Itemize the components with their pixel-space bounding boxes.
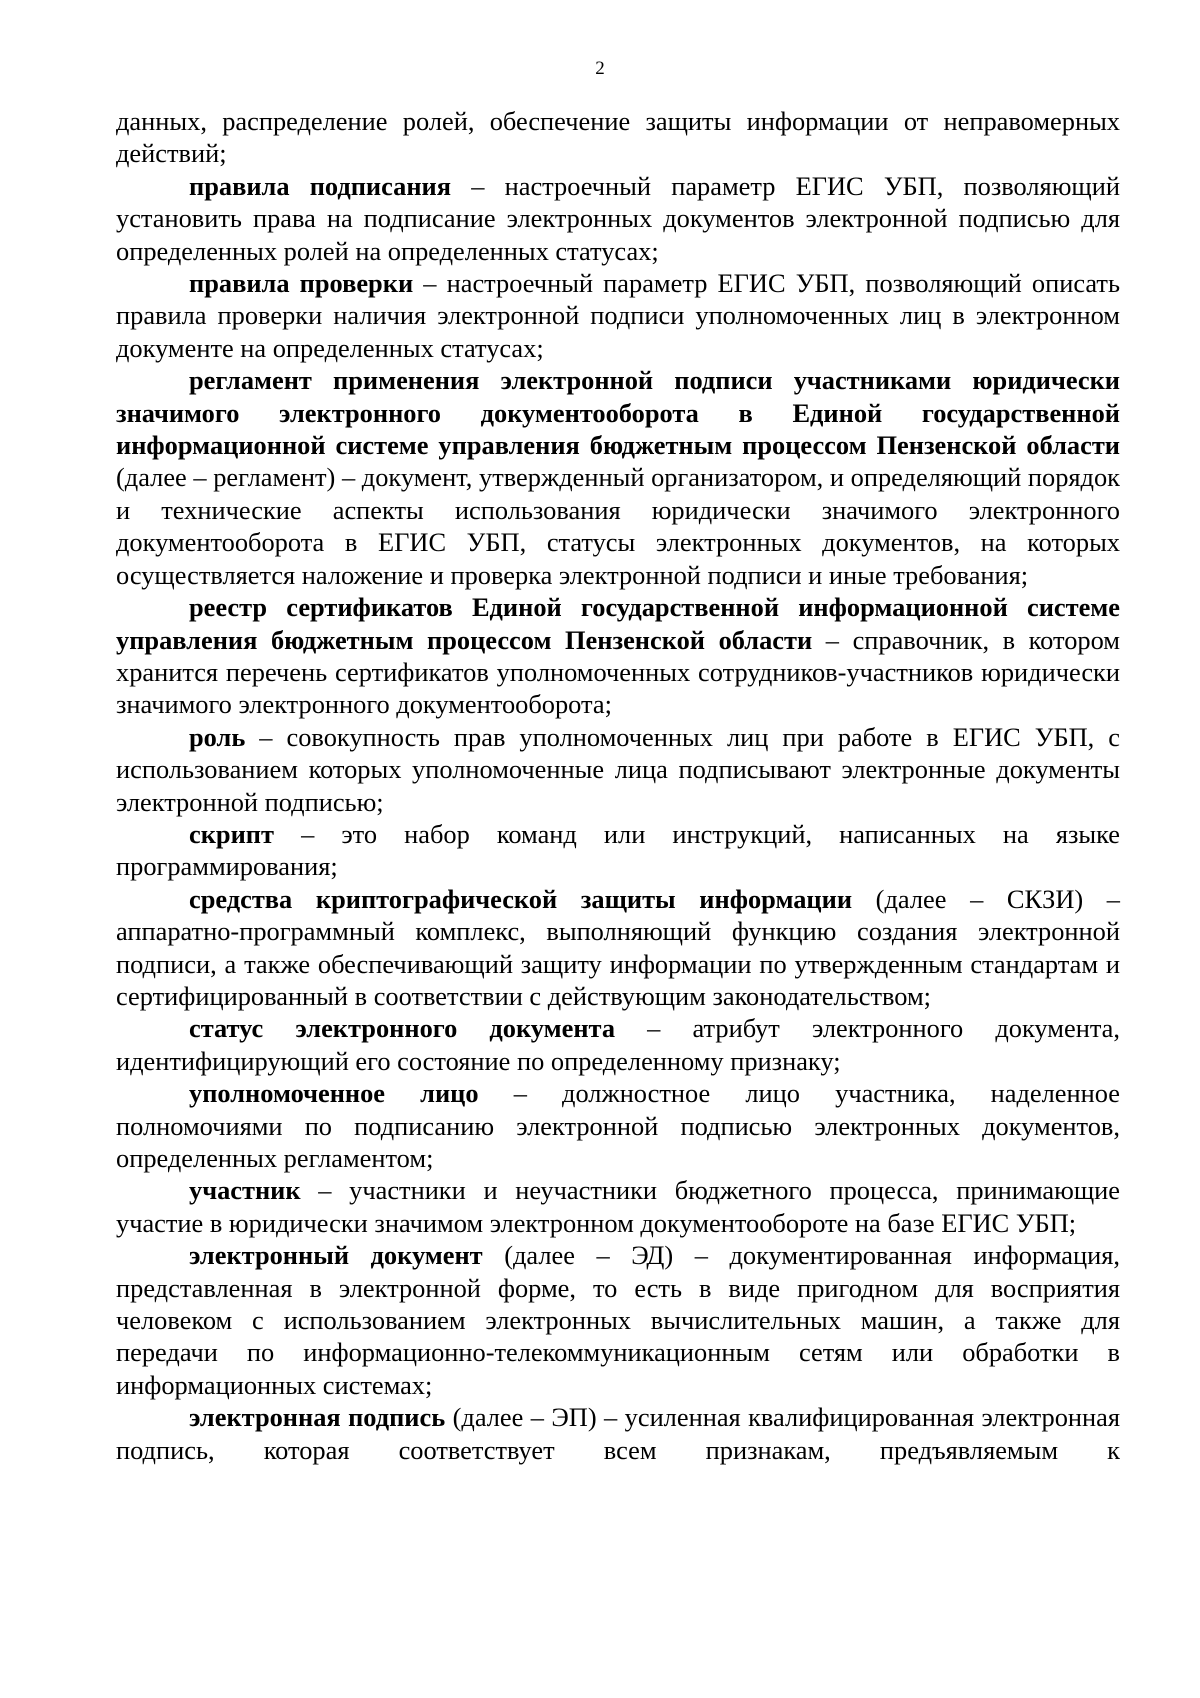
definition-role [116, 721, 1120, 818]
document-body [116, 105, 1120, 1466]
definition-text: – настроечный параметр ЕГИС УБП, позволяющий описать правила проверки наличия электронной подписи уполномоченных лиц в электронном документе на определенных статусах; [116, 268, 1121, 363]
definition-certificate-registry [116, 591, 1120, 721]
definition-term: электронный документ [189, 1240, 483, 1271]
definition-term: скрипт [189, 818, 274, 849]
definition-term: электронная подпись [189, 1402, 446, 1433]
definition-document-status [116, 1012, 1120, 1077]
definition-term: роль [189, 721, 246, 752]
definition-participant [116, 1174, 1120, 1239]
definition-text: (далее – ЭД) – документированная информация, представленная в электронной форме, то есть в виде пригодном для восприятия человеком с использованием электронных вычислительных машин, а также для передачи по информационно-телекоммуникационным сетям или обработки в информационных системах; [116, 1240, 1120, 1400]
definition-authorized-person [116, 1077, 1120, 1174]
definition-text: – это набор команд или инструкций, написанных на языке программирования; [116, 818, 1120, 882]
definition-skzi [116, 883, 1120, 1013]
definition-term: правила подписания [189, 170, 452, 201]
definition-term: уполномоченное лицо [189, 1078, 479, 1109]
definition-text: – справочник, в котором хранится перечень сертификатов уполномоченных сотрудников-участников юридически значимого электронного документооборота; [116, 624, 1120, 720]
paragraph-text: данных, распределение ролей, обеспечение защиты информации от неправомерных действий; [116, 106, 1120, 169]
definition-text: (далее – СКЗИ) – аппаратно-программный комплекс, выполняющий функцию создания электронной подписи, а также обеспечивающий защиту информации по утвержденным стандартам и сертифицированный в соответствии с действующим законодательством; [116, 883, 1120, 1011]
definition-text: – участники и неучастники бюджетного процесса, принимающие участие в юридически значимом электронном документообороте на базе ЕГИС УБП; [116, 1175, 1120, 1238]
definition-verification-rules [116, 267, 1120, 364]
definition-term: регламент применения электронной подписи участниками юридически значимого электронного документооборота в Единой государственной информационной системе управления бюджетным процессом Пензенской области [116, 365, 1120, 461]
definition-term: реестр сертификатов Единой государственной информационной системе управления бюджетным процессом Пензенской области [116, 592, 1120, 655]
definition-term: статус электронного документа [189, 1013, 616, 1044]
definition-text: – настроечный параметр ЕГИС УБП, позволяющий установить права на подписание электронных документов электронной подписью для определенных ролей на определенных статусах; [116, 170, 1120, 266]
definition-text: – совокупность прав уполномоченных лиц при работе в ЕГИС УБП, с использованием которых уполномоченные лица подписывают электронные документы электронной подписью; [116, 721, 1120, 817]
definition-text: – атрибут электронного документа, идентифицирующий его состояние по определенному признаку; [116, 1013, 1120, 1076]
definition-term: участник [189, 1175, 301, 1206]
definition-paragraph-roles-cont [116, 105, 1120, 170]
definition-text: (далее – ЭП) – усиленная квалифицированная электронная подпись, которая соответствует всем признакам, предъявляемым к [116, 1402, 1120, 1465]
definition-term: правила проверки [189, 268, 414, 299]
definition-text: (далее – регламент) – документ, утвержденный организатором, и определяющий порядок и технические аспекты использования юридически значимого электронного документооборота в ЕГИС УБП, статусы электронных документов, на которых осуществляется наложение и проверка электронной подписи и иные требования; [116, 462, 1120, 590]
definition-text: – должностное лицо участника, наделенное полномочиями по подписанию электронной подписью электронных документов, определенных регламентом; [116, 1078, 1120, 1173]
page-number: 2 [595, 58, 605, 79]
definition-electronic-signature [116, 1401, 1120, 1466]
definition-electronic-document [116, 1239, 1120, 1401]
definition-term: средства криптографической защиты информации [189, 883, 853, 914]
definition-regulation [116, 364, 1120, 591]
definition-script [116, 818, 1120, 883]
definition-signing-rules [116, 170, 1120, 267]
